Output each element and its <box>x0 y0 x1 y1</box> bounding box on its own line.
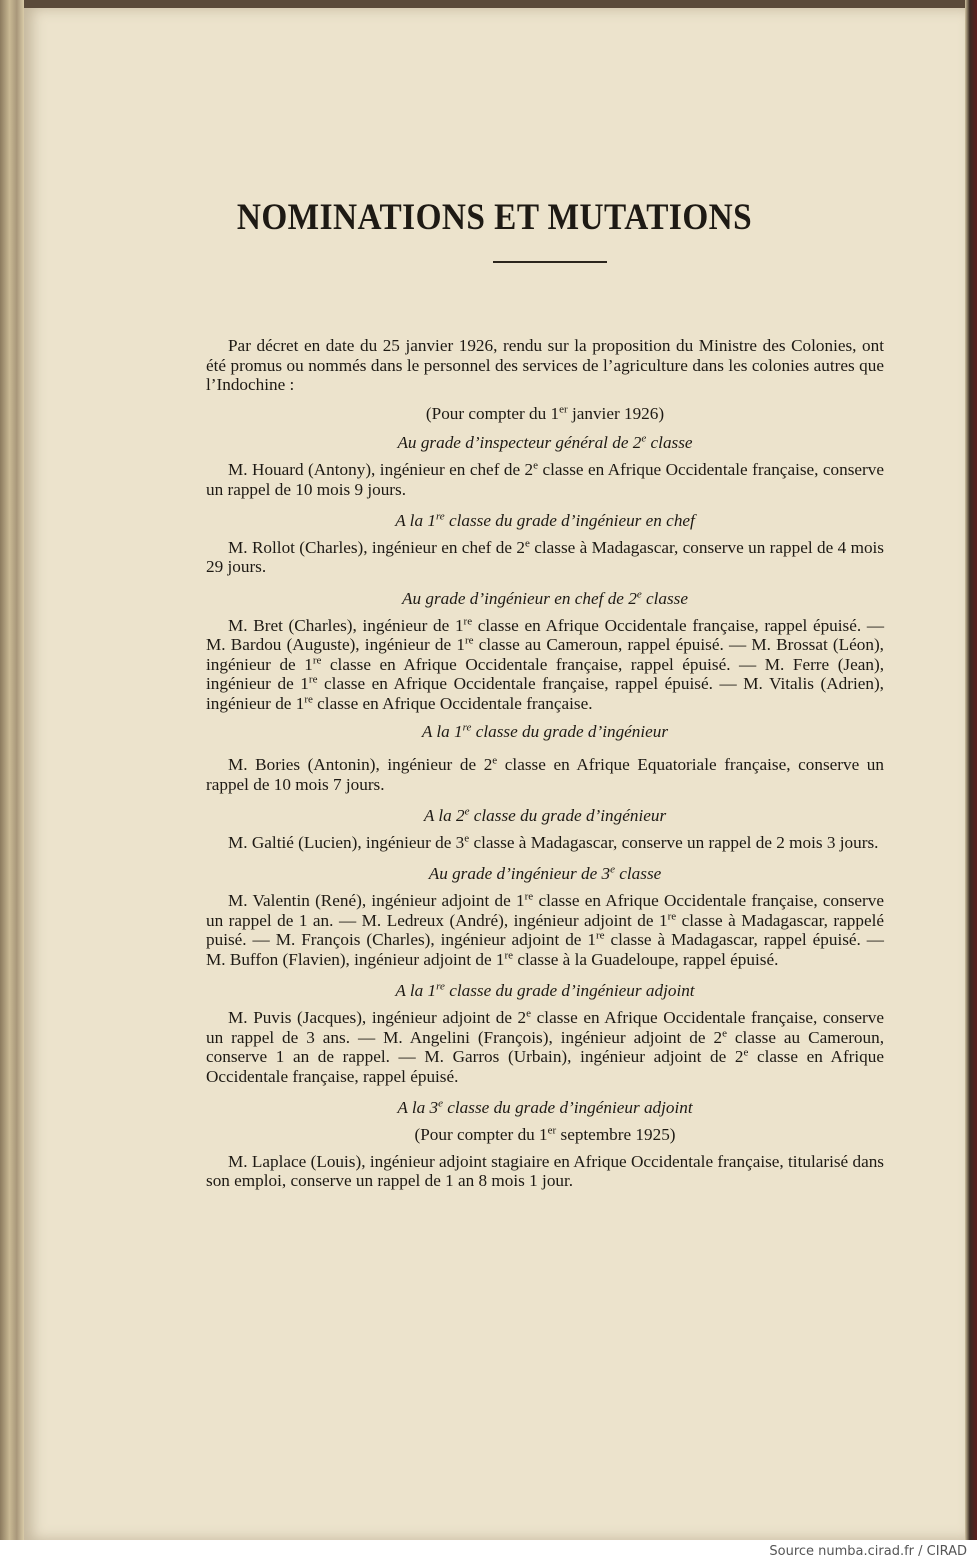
section <box>206 433 884 499</box>
section-heading: A la 1re classe du grade d’ingénieur <box>421 720 669 741</box>
section <box>206 981 884 1086</box>
section <box>206 589 884 714</box>
ordinal-superscript: e <box>533 459 539 472</box>
section-body: M. Rollot (Charles), ingénieur en chef de 2e classe à Madagascar, conserve un rappel de 4 mois 29 jours. <box>206 537 884 577</box>
ordinal-superscript: re <box>436 980 445 993</box>
ordinal-superscript: re <box>524 890 534 903</box>
ordinal-superscript: e <box>524 537 530 550</box>
source-credit: Source numba.cirad.fr / CIRAD <box>769 1544 967 1559</box>
section-body: M. Galtié (Lucien), ingénieur de 3e classe à Madagascar, conserve un rappel de 2 mois 3 jours. <box>228 832 879 852</box>
ordinal-superscript: e <box>492 754 498 767</box>
ordinal-superscript: e <box>743 1046 749 1059</box>
section-body: M. Bret (Charles), ingénieur de 1re classe en Afrique Occidentale française, rappel épuisé. — M. Bardou (Auguste), ingénieur de 1re classe au Cameroun, rappel épuisé. — M. Brossat (Léon), ingénieur de 1re classe en Afrique Occidentale française, rappel épuisé. — M. Ferre (Jean), ingénieur de 1re classe en Afrique Occidentale française, rappel épuisé. — M. Vitalis (Adrien), ingénieur de 1re classe en Afrique Occidentale française. <box>206 614 885 713</box>
ordinal-superscript: e <box>610 863 615 876</box>
ordinal-superscript: re <box>464 634 474 647</box>
ordinal-superscript: re <box>596 929 605 942</box>
ordinal-superscript: e <box>722 1026 727 1039</box>
section-heading: A la 1re classe du grade d’ingénieur en chef <box>395 510 695 531</box>
section-heading: Au grade d’inspecteur général de 2e classe <box>397 432 693 453</box>
ordinal-superscript: e <box>464 805 470 818</box>
section-body: M. Laplace (Louis), ingénieur adjoint stagiaire en Afrique Occidentale française, titularisé dans son emploi, conserve un rappel de 1 an 8 mois 1 jour. <box>206 1151 884 1191</box>
book-cover-edge <box>965 0 977 1540</box>
section <box>206 511 884 577</box>
ordinal-superscript: e <box>464 832 470 845</box>
document-body <box>206 336 884 1191</box>
ordinal-superscript: e <box>636 588 642 601</box>
section-body: M. Valentin (René), ingénieur adjoint de 1re classe en Afrique Occidentale française, conserve un rappel de 1 an. — M. Ledreux (André), ingénieur adjoint de 1re classe à Madagascar, rappelé puisé. — M. François (Charles), ingénieur adjoint de 1re classe à Madagascar, rappel épuisé. — M. Buffon (Flavien), ingénieur adjoint de 1re classe à la Guadeloupe, rappel épuisé. <box>206 890 884 969</box>
section-body: M. Houard (Antony), ingénieur en chef de 2e classe en Afrique Occidentale française, conserve un rappel de 10 mois 9 jours. <box>206 459 884 499</box>
ordinal-superscript: re <box>667 909 677 922</box>
section-list <box>206 433 884 1190</box>
ordinal-superscript: re <box>504 949 514 962</box>
ordinal-superscript: e <box>641 432 647 445</box>
section <box>206 722 884 795</box>
section <box>206 864 884 969</box>
section-heading: Au grade d’ingénieur en chef de 2e classe <box>401 588 689 608</box>
document-page <box>24 8 965 1540</box>
page-title: NOMINATIONS ET MUTATIONS <box>236 197 753 238</box>
effective-date-note: (Pour compter du 1er septembre 1925) <box>414 1124 676 1144</box>
section <box>206 1098 884 1190</box>
section-body: M. Puvis (Jacques), ingénieur adjoint de 2e classe en Afrique Occidentale française, conserve un rappel de 3 ans. — M. Angelini (François), ingénieur adjoint de 2e classe au Cameroun, conserve 1 an de rappel. — M. Garros (Urbain), ingénieur adjoint de 2e classe en Afrique Occidentale française, rappel épuisé. <box>206 1007 885 1086</box>
section-heading: A la 1re classe du grade d’ingénieur adjoint <box>395 980 695 1001</box>
section-heading: A la 2e classe du grade d’ingénieur <box>423 805 667 826</box>
intro-paragraph: Par décret en date du 25 janvier 1926, rendu sur la proposition du Ministre des Colonies, ont été promus ou nommés dans le personnel des services de l’agriculture dans les colonies autres que l’Indochine : <box>206 336 884 395</box>
book-spine-edge <box>0 0 24 1540</box>
section <box>206 806 884 852</box>
effective-date-note: (Pour compter du 1er janvier 1926) <box>425 403 665 423</box>
section-body: M. Bories (Antonin), ingénieur de 2e classe en Afrique Equatoriale française, conserve un rappel de 10 mois 7 jours. <box>206 754 884 794</box>
ordinal-superscript: re <box>463 614 473 627</box>
ordinal-superscript: re <box>462 720 472 733</box>
section-heading: Au grade d’ingénieur de 3e classe <box>428 863 662 884</box>
ordinal-superscript: re <box>312 653 322 666</box>
ordinal-superscript: e <box>438 1097 443 1110</box>
title-rule <box>493 261 607 263</box>
ordinal-superscript: re <box>304 693 313 706</box>
section-heading: A la 3e classe du grade d’ingénieur adjoint <box>397 1097 693 1118</box>
ordinal-superscript: er <box>559 403 568 416</box>
ordinal-superscript: er <box>547 1124 557 1137</box>
ordinal-superscript: re <box>308 673 318 686</box>
ordinal-superscript: e <box>526 1007 532 1020</box>
ordinal-superscript: re <box>435 510 445 523</box>
